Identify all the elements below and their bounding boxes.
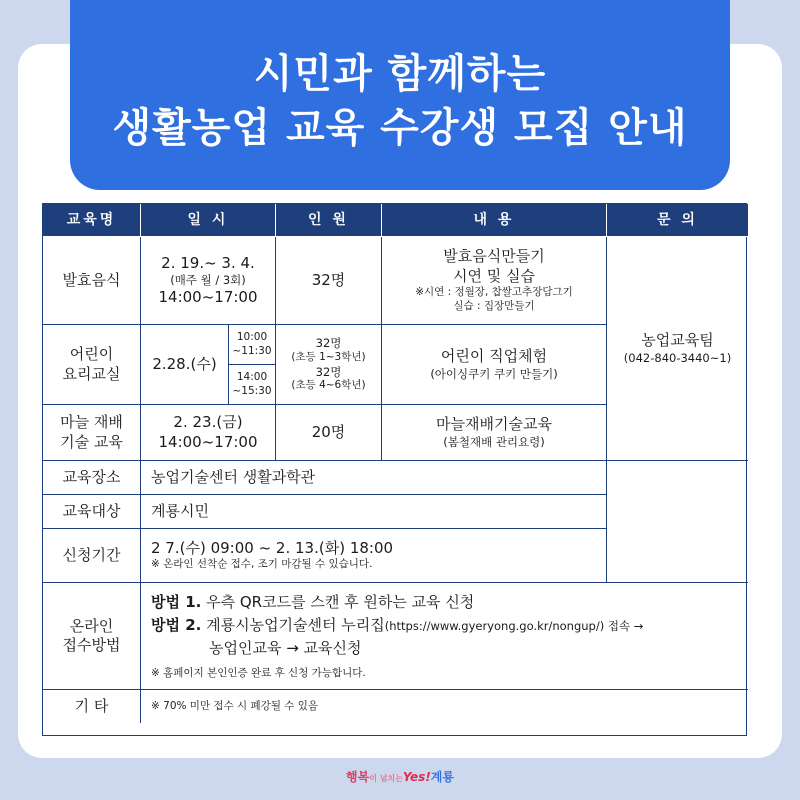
period-value: 2 7.(수) 09:00 ~ 2. 13.(화) 18:00 ※ 온라인 선착순 접수, 조기 마감될 수 있습니다. <box>141 529 607 583</box>
online-note: ※ 홈페이지 본인인증 완료 후 신청 가능합니다. <box>151 666 366 679</box>
contact-phone: (042-840-3440~1) <box>623 350 732 365</box>
kids-time-split <box>229 325 276 405</box>
contact-team: 농업교육팀 <box>641 331 714 350</box>
header-contact: 문 의 <box>607 204 748 237</box>
header-people: 인 원 <box>276 204 382 237</box>
online-methods <box>141 583 748 690</box>
fermented-name: 발효음식 <box>43 237 141 325</box>
qr-area <box>607 461 748 583</box>
fermented-date: 2. 19.~ 3. 4. (매주 월 / 3회) 14:00~17:00 <box>141 237 276 325</box>
fermented-people: 32명 <box>276 237 382 325</box>
kids-time-1: 10:00 ~11:30 <box>229 325 275 365</box>
header-name: 교육명 <box>43 204 141 237</box>
etc-value: ※ 70% 미만 접수 시 폐강될 수 있음 <box>151 699 319 712</box>
method-2-line2: 농업인교육 → 교육신청 <box>209 639 362 658</box>
method-2: 방법 2. 계룡시농업기술센터 누리집(https://www.gyeryong.go.kr/nongup/) 접속 → <box>151 616 644 635</box>
contact-cell <box>607 237 748 461</box>
header-content: 내 용 <box>382 204 607 237</box>
homepage-url[interactable]: (https://www.gyeryong.go.kr/nongup/) <box>384 619 605 634</box>
title-line-1: 시민과 함께하는 <box>253 51 547 97</box>
header-date: 일 시 <box>141 204 276 237</box>
period-label: 신청기간 <box>43 529 141 583</box>
fermented-content: 발효음식만들기 시연 및 실습 ※시연 : 정월장, 찹쌀고추장담그기 실습 : 집장만들기 <box>382 237 607 325</box>
target-value: 계룡시민 <box>141 495 607 529</box>
garlic-name: 마늘 재배 기술 교육 <box>43 405 141 461</box>
kids-name: 어린이 요리교실 <box>43 325 141 405</box>
garlic-date: 2. 23.(금) 14:00~17:00 <box>141 405 276 461</box>
city-slogan-logo: 행복이 넘치는Yes!계룡 <box>346 770 454 784</box>
garlic-content: 마늘재배기술교육 (봄철재배 관리요령) <box>382 405 607 461</box>
target-label: 교육대상 <box>43 495 141 529</box>
kids-people: 32명 (초등 1~3학년) 32명 (초등 4~6학년) <box>276 325 382 405</box>
kids-content: 어린이 직업체험 (아이싱쿠키 쿠키 만들기) <box>382 325 607 405</box>
kids-time-2: 14:00 ~15:30 <box>232 370 272 397</box>
kids-date: 2.28.(수) <box>141 325 229 405</box>
online-label: 온라인 접수방법 <box>43 583 141 690</box>
place-value: 농업기술센터 생활과학관 <box>141 461 607 495</box>
garlic-people: 20명 <box>276 405 382 461</box>
method-1: 방법 1. 우측 QR코드를 스캔 후 원하는 교육 신청 <box>151 592 475 611</box>
title-line-2: 생활농업 교육 수강생 모집 안내 <box>112 105 688 151</box>
schedule-table <box>42 203 747 736</box>
etc-label: 기 타 <box>43 690 141 723</box>
place-label: 교육장소 <box>43 461 141 495</box>
title-banner <box>70 0 730 190</box>
